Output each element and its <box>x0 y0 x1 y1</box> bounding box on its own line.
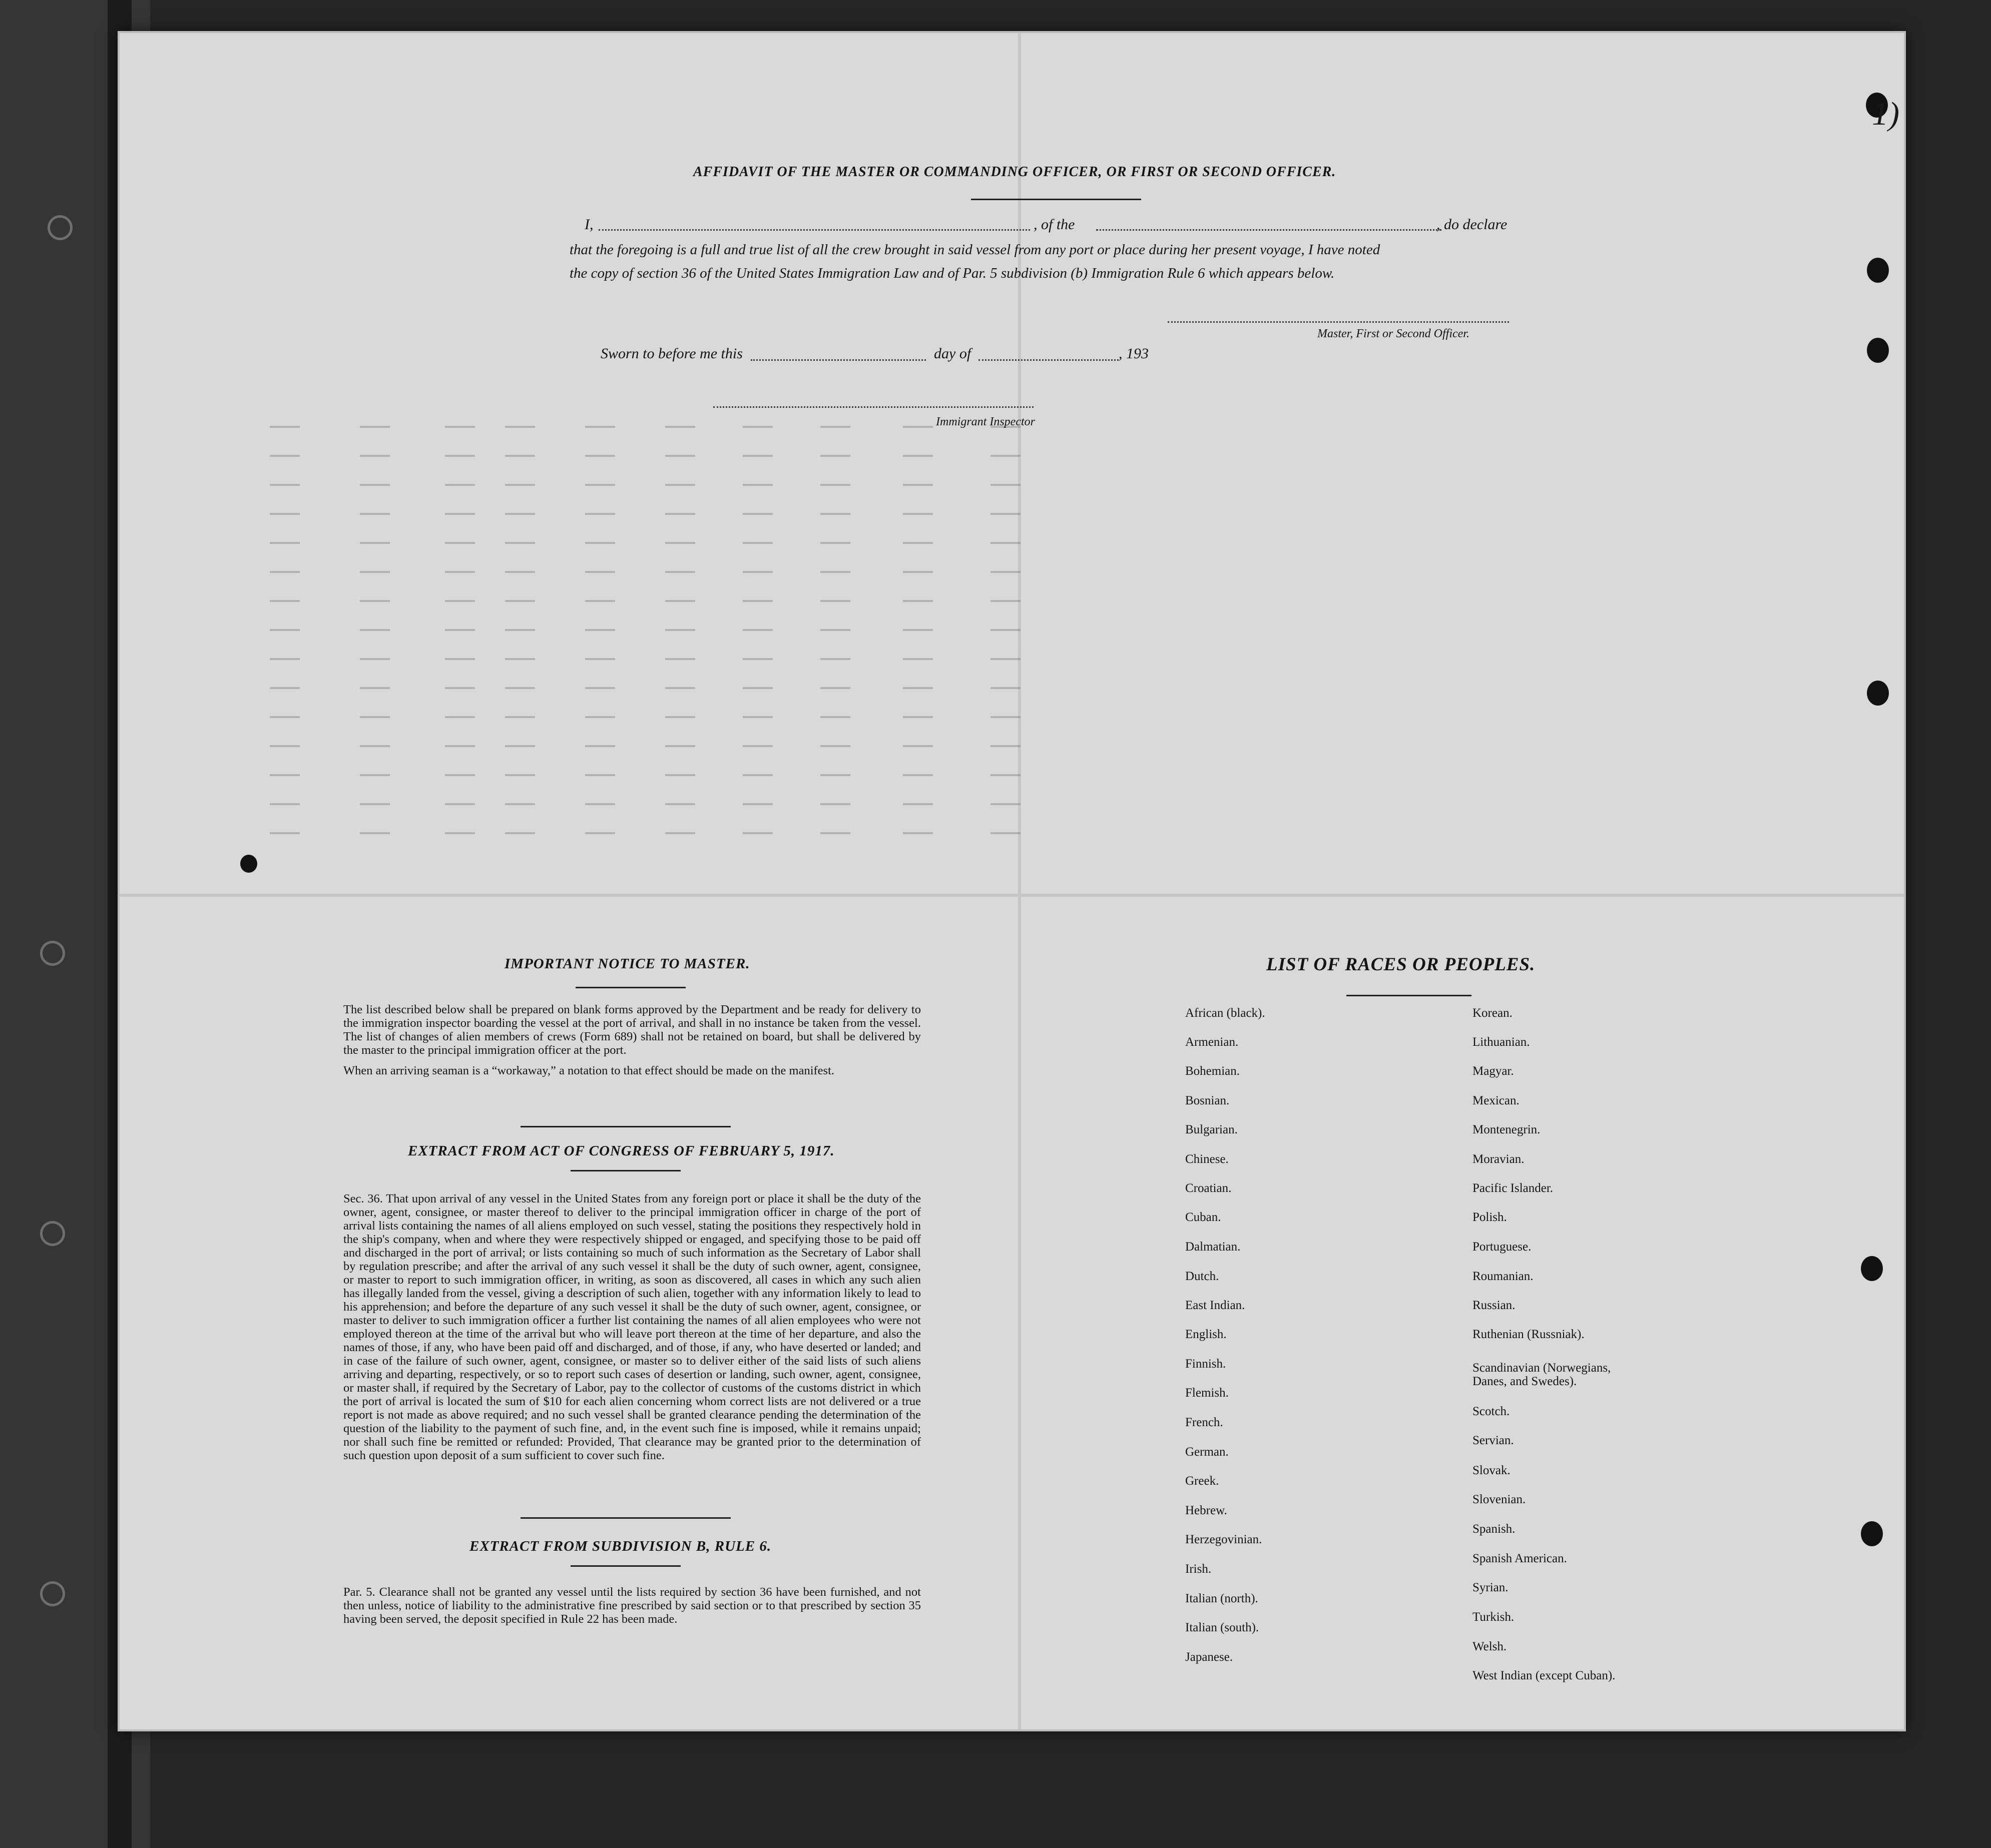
bleed-through-dash <box>270 827 300 838</box>
bleed-through-dash <box>743 827 773 838</box>
bleed-through-dash <box>270 566 300 577</box>
section-rule <box>571 1565 681 1567</box>
bleed-through-dash <box>990 537 1021 548</box>
bleed-through-dash <box>743 769 773 780</box>
bleed-through-dash <box>743 421 773 432</box>
bleed-through-dash <box>990 740 1021 751</box>
bleed-through-dash <box>903 827 933 838</box>
bleed-through-dash <box>665 537 695 548</box>
bleed-through-dash <box>743 450 773 461</box>
bleed-through-dash <box>445 827 475 838</box>
bleed-through-dash <box>270 624 300 635</box>
bleed-through-dash <box>820 595 850 606</box>
bleed-through-dash <box>665 421 695 432</box>
bleed-through-dash <box>743 682 773 693</box>
extract2-title: EXTRACT FROM SUBDIVISION B, RULE 6. <box>469 1538 772 1554</box>
race-item: Russian. <box>1472 1299 1516 1312</box>
bleed-through-dash <box>820 827 850 838</box>
bleed-through-dash <box>903 537 933 548</box>
race-item: Moravian. <box>1472 1152 1525 1166</box>
bleed-through-dash <box>665 450 695 461</box>
binder-ring <box>40 1581 65 1606</box>
bleed-through-dash <box>903 479 933 490</box>
race-item: Spanish. <box>1472 1522 1516 1536</box>
year-text: , 193 <box>1119 345 1149 362</box>
bleed-through-dash <box>820 682 850 693</box>
race-item: Montenegrin. <box>1472 1123 1541 1136</box>
punch-hole <box>1867 338 1889 363</box>
bleed-through-dash <box>270 537 300 548</box>
month-blank[interactable] <box>978 359 1119 361</box>
race-item: Scandinavian (Norwegians, Danes, and Swedes). <box>1472 1361 1611 1388</box>
sworn-day-blank[interactable] <box>751 359 926 361</box>
bleed-through-dash <box>665 624 695 635</box>
bleed-through-dash <box>903 450 933 461</box>
bleed-through-dash <box>990 769 1021 780</box>
bleed-through-dash <box>505 537 535 548</box>
affidavit-line3: the copy of section 36 of the United States Immigration Law and of Par. 5 subdivision (b) Immigration Rule 6 which appears below. <box>570 265 1335 281</box>
bleed-through-dash <box>505 711 535 722</box>
bleed-through-dash <box>585 798 615 809</box>
inspector-blank[interactable] <box>713 406 1034 408</box>
race-item: Ruthenian (Russniak). <box>1472 1328 1585 1341</box>
bleed-through-dash <box>360 508 390 519</box>
bleed-through-dash <box>820 740 850 751</box>
bleed-through-dash <box>665 769 695 780</box>
race-item: Chinese. <box>1185 1152 1229 1166</box>
race-item: Syrian. <box>1472 1581 1509 1594</box>
bleed-through-dash <box>585 450 615 461</box>
bleed-through-dash <box>820 537 850 548</box>
bleed-through-dash <box>270 711 300 722</box>
bleed-through-dash <box>990 450 1021 461</box>
bleed-through-dash <box>820 479 850 490</box>
bleed-through-dash <box>585 537 615 548</box>
bleed-through-dash <box>505 421 535 432</box>
bleed-through-dash <box>270 595 300 606</box>
race-item: Polish. <box>1472 1210 1507 1224</box>
bleed-through-dash <box>360 624 390 635</box>
bleed-through-dash <box>505 508 535 519</box>
binder-ring <box>48 215 73 240</box>
bleed-through-dash <box>585 682 615 693</box>
signature-label: Master, First or Second Officer. <box>1317 327 1469 340</box>
race-item: Dutch. <box>1185 1270 1219 1283</box>
bleed-through-dash <box>665 566 695 577</box>
race-item: Bulgarian. <box>1185 1123 1238 1136</box>
bleed-through-dash <box>505 827 535 838</box>
bleed-through-dash <box>743 537 773 548</box>
bleed-through-dash <box>665 682 695 693</box>
bleed-through-dash <box>585 740 615 751</box>
affidavit-i: I, <box>585 216 594 233</box>
bleed-through-dash <box>665 711 695 722</box>
bleed-through-dash <box>270 798 300 809</box>
races-rule <box>1346 995 1471 996</box>
race-item: Croatian. <box>1185 1181 1232 1195</box>
bleed-through-dash <box>903 653 933 664</box>
bleed-through-dash <box>903 595 933 606</box>
bleed-through-dash <box>585 653 615 664</box>
race-item: East Indian. <box>1185 1299 1245 1312</box>
name-blank[interactable] <box>599 229 1030 231</box>
race-item: Bohemian. <box>1185 1064 1240 1078</box>
bleed-through-dash <box>360 682 390 693</box>
race-item: Bosnian. <box>1185 1094 1230 1107</box>
bleed-through-dash <box>505 682 535 693</box>
bleed-through-dash <box>903 421 933 432</box>
race-item: Korean. <box>1472 1006 1513 1020</box>
bleed-through-dash <box>820 421 850 432</box>
bleed-through-dash <box>270 769 300 780</box>
bleed-through-dash <box>820 566 850 577</box>
bleed-through-dash <box>585 624 615 635</box>
notice-rule <box>576 987 686 988</box>
bleed-through-dash <box>990 653 1021 664</box>
bleed-through-dash <box>505 769 535 780</box>
punch-hole <box>1867 258 1889 283</box>
punch-hole <box>1861 1521 1883 1546</box>
bleed-through-dash <box>820 798 850 809</box>
race-item: Dalmatian. <box>1185 1240 1241 1254</box>
handwritten-page-number: 1) <box>1872 96 1899 132</box>
bleed-through-dash <box>820 450 850 461</box>
bleed-through-dash <box>360 450 390 461</box>
bleed-through-dash <box>360 595 390 606</box>
race-item: Portuguese. <box>1472 1240 1532 1254</box>
bleed-through-dash <box>505 595 535 606</box>
race-item: French. <box>1185 1416 1223 1429</box>
vertical-fold <box>1018 33 1021 1729</box>
race-item: Magyar. <box>1472 1064 1514 1078</box>
bleed-through-dash <box>445 537 475 548</box>
bleed-through-dash <box>270 479 300 490</box>
bleed-through-dash <box>360 421 390 432</box>
bleed-through-dash <box>585 827 615 838</box>
section-rule <box>521 1126 731 1127</box>
races-title: LIST OF RACES OR PEOPLES. <box>1266 954 1536 975</box>
bleed-through-dash <box>990 595 1021 606</box>
section-rule <box>521 1517 731 1519</box>
bleed-through-dash <box>665 740 695 751</box>
bleed-through-dash <box>445 798 475 809</box>
bleed-through-dash <box>270 450 300 461</box>
bleed-through-dash <box>585 421 615 432</box>
bleed-through-dash <box>903 566 933 577</box>
race-item: Pacific Islander. <box>1472 1181 1554 1195</box>
bleed-through-dash <box>903 624 933 635</box>
race-item: Italian (south). <box>1185 1621 1259 1634</box>
bleed-through-dash <box>445 421 475 432</box>
bleed-through-dash <box>360 827 390 838</box>
bleed-through-dash <box>585 769 615 780</box>
race-item: Greek. <box>1185 1474 1219 1488</box>
bleed-through-dash <box>990 798 1021 809</box>
section-rule <box>571 1170 681 1171</box>
bleed-through-dash <box>743 595 773 606</box>
race-item: Slovenian. <box>1472 1493 1526 1506</box>
bleed-through-dash <box>445 566 475 577</box>
race-item: Finnish. <box>1185 1357 1226 1371</box>
title-rule <box>971 199 1141 200</box>
extract2-body <box>330 1585 921 1626</box>
notice-title: IMPORTANT NOTICE TO MASTER. <box>505 956 750 972</box>
bleed-through-dash <box>820 711 850 722</box>
affidavit-title: AFFIDAVIT OF THE MASTER OR COMMANDING OFFICER, OR FIRST OR SECOND OFFICER. <box>693 164 1336 180</box>
bleed-through-dash <box>990 624 1021 635</box>
bleed-through-dash <box>743 566 773 577</box>
binder-ring <box>40 941 65 966</box>
bleed-through-dash <box>903 769 933 780</box>
race-item: Servian. <box>1472 1434 1514 1447</box>
punch-hole <box>1867 681 1889 706</box>
bleed-through-dash <box>990 566 1021 577</box>
bleed-through-dash <box>445 595 475 606</box>
bleed-through-dash <box>665 479 695 490</box>
notice-para2: When an arriving seaman is a “workaway,” a notation to that effect should be made on the manifest. <box>343 1064 835 1077</box>
bleed-through-dash <box>990 508 1021 519</box>
affidavit-line2: that the foregoing is a full and true list of all the crew brought in said vessel from any port or place during her present voyage, I have noted <box>570 242 1380 258</box>
bleed-through-dash <box>445 508 475 519</box>
bleed-through-dash <box>990 827 1021 838</box>
race-item: German. <box>1185 1445 1229 1459</box>
race-item: Japanese. <box>1185 1650 1233 1664</box>
bleed-through-dash <box>665 508 695 519</box>
bleed-through-dash <box>820 624 850 635</box>
bleed-through-dash <box>360 537 390 548</box>
bleed-through-dash <box>820 653 850 664</box>
bleed-through-dash <box>505 479 535 490</box>
bleed-through-dash <box>743 624 773 635</box>
bleed-through-dash <box>505 798 535 809</box>
bleed-through-dash <box>505 653 535 664</box>
bleed-through-dash <box>585 479 615 490</box>
affidavit-of-the: , of the <box>1034 216 1075 233</box>
bleed-through-dash <box>445 740 475 751</box>
bleed-through-dash <box>360 711 390 722</box>
notice-para1: The list described below shall be prepared on blank forms approved by the Department and be ready for delivery to the immigration inspector boarding the vessel at the port of arrival, and shall in no instance be taken from the vessel. The list of changes of alien members of crews (Form 689) shall not be retained on board, but shall be delivered by the master to the principal immigration officer at the port. <box>343 1003 921 1057</box>
race-item: Italian (north). <box>1185 1592 1258 1605</box>
bleed-through-dash <box>505 566 535 577</box>
bleed-through-dash <box>743 479 773 490</box>
race-item: Hebrew. <box>1185 1504 1227 1517</box>
day-of-text: day of <box>934 345 971 362</box>
bleed-through-dash <box>360 798 390 809</box>
race-item: Cuban. <box>1185 1210 1221 1224</box>
vessel-blank[interactable] <box>1096 229 1441 231</box>
bleed-through-dash <box>820 769 850 780</box>
affidavit-declare: , do declare <box>1436 216 1508 233</box>
notice-paragraphs <box>330 1003 921 1077</box>
bleed-through-dash <box>665 595 695 606</box>
bleed-through-dash <box>585 595 615 606</box>
bleed-through-dash <box>505 740 535 751</box>
bleed-through-dash <box>445 769 475 780</box>
bleed-through-dash <box>360 769 390 780</box>
bleed-through-dash <box>903 508 933 519</box>
bleed-through-dash <box>743 508 773 519</box>
race-item: Scotch. <box>1472 1405 1510 1418</box>
bleed-through-dash <box>270 508 300 519</box>
bleed-through-dash <box>270 421 300 432</box>
bleed-through-dash <box>903 682 933 693</box>
bleed-through-dash <box>445 450 475 461</box>
race-item: Welsh. <box>1472 1640 1507 1653</box>
punch-hole <box>1861 1256 1883 1281</box>
inspector-label: Immigrant Inspector <box>936 415 1035 428</box>
bleed-through-dash <box>270 740 300 751</box>
bleed-through-dash <box>270 653 300 664</box>
race-item: African (black). <box>1185 1006 1265 1020</box>
race-item: Irish. <box>1185 1562 1212 1576</box>
bleed-through-dash <box>665 798 695 809</box>
bleed-through-dash <box>445 711 475 722</box>
race-item: Armenian. <box>1185 1035 1239 1049</box>
bleed-through-dash <box>505 450 535 461</box>
bleed-through-dash <box>990 711 1021 722</box>
horizontal-fold <box>120 894 1904 897</box>
bleed-through-dash <box>585 566 615 577</box>
bleed-through-dash <box>445 624 475 635</box>
race-item: Roumanian. <box>1472 1270 1534 1283</box>
bleed-through-dash <box>903 711 933 722</box>
race-item: English. <box>1185 1328 1227 1341</box>
bleed-through-dash <box>903 798 933 809</box>
race-item: Spanish American. <box>1472 1552 1567 1565</box>
bleed-through-dash <box>990 479 1021 490</box>
bleed-through-dash <box>360 740 390 751</box>
bleed-through-dash <box>445 479 475 490</box>
bleed-through-dash <box>360 566 390 577</box>
bleed-through-dash <box>743 740 773 751</box>
punch-hole <box>240 855 257 873</box>
bleed-through-dash <box>585 508 615 519</box>
bleed-through-dash <box>743 653 773 664</box>
bleed-through-dash <box>665 827 695 838</box>
bleed-through-dash <box>903 740 933 751</box>
extract2-text: Par. 5. Clearance shall not be granted any vessel until the lists required by section 36 have been furnished, and not then unless, notice of liability to the administrative fine prescribed by said section or to that prescribed by section 35 having been served, the deposit specified in Rule 22 has been made. <box>343 1585 921 1626</box>
bleed-through-dash <box>665 653 695 664</box>
race-item: Slovak. <box>1472 1464 1511 1477</box>
bleed-through-dash <box>445 653 475 664</box>
race-item: Flemish. <box>1185 1386 1229 1400</box>
extract1-title: EXTRACT FROM ACT OF CONGRESS OF FEBRUARY 5, 1917. <box>408 1143 835 1159</box>
bleed-through-dash <box>743 798 773 809</box>
race-item: Herzegovinian. <box>1185 1533 1262 1546</box>
bleed-through-dash <box>820 508 850 519</box>
extract1-body <box>330 1192 921 1462</box>
race-item: Lithuanian. <box>1472 1035 1530 1049</box>
signature-blank[interactable] <box>1168 321 1509 323</box>
bleed-through-dash <box>505 624 535 635</box>
bleed-through-dash <box>585 711 615 722</box>
sworn-text: Sworn to before me this <box>601 345 743 362</box>
extract1-text: Sec. 36. That upon arrival of any vessel in the United States from any foreign port or place it shall be the duty of the owner, agent, consignee, or master thereof to deliver to the principal immigration officer in charge of the port of arrival lists containing the names of all aliens employed on such vessel, stating the positions they respectively hold in the ship's company, when and where they were respectively shipped or engaged, and specifying those to be paid off and discharged in the port of arrival; or lists containing so much of such information as the Secretary of Labor shall by regulation prescribe; and after the arrival of any such vessel it shall be the duty of such owner, agent, consignee, or master to report to such immigration officer, in writing, as soon as discovered, all cases in which any such alien has illegally landed from the vessel, giving a description of such alien, together with any information likely to lead to his apprehension; and before the departure of any such vessel it shall be the duty of such owner, agent, consignee, or master to deliver to such immigration officer a further list containing the names of all alien employees who were not employed thereon at the time of the arrival but who will leave port thereon at the time of her departure, and also the names of those, if any, who have been paid off and discharged, and of those, if any, who have deserted or landed; and in case of the failure of such owner, agent, consignee, or master so to deliver either of the said lists of such aliens arriving and departing, respectively, or so to report such cases of desertion or landing, such owner, agent, consignee, or master shall, if required by the Secretary of Labor, pay to the collector of customs of the customs district in which the port of arrival is located the sum of $10 for each alien concerning whom correct lists are not delivered or a true report is not made as above required; and no such vessel shall be granted clearance pending the determination of the question of the liability to the payment of such fine, and, in the event such fine is imposed, while it remains unpaid; nor shall such fine be remitted or refunded: Provided, That clearance may be granted prior to the determination of such question upon deposit of a sum sufficient to cover such fine. <box>343 1192 921 1462</box>
bleed-through-dash <box>990 682 1021 693</box>
race-item: West Indian (except Cuban). <box>1472 1669 1616 1682</box>
race-item: Mexican. <box>1472 1094 1520 1107</box>
race-item: Turkish. <box>1472 1610 1515 1624</box>
binder-ring <box>40 1221 65 1246</box>
bleed-through-dash <box>360 653 390 664</box>
bleed-through-dash <box>445 682 475 693</box>
bleed-through-dash <box>270 682 300 693</box>
bleed-through-dash <box>360 479 390 490</box>
bleed-through-dash <box>743 711 773 722</box>
